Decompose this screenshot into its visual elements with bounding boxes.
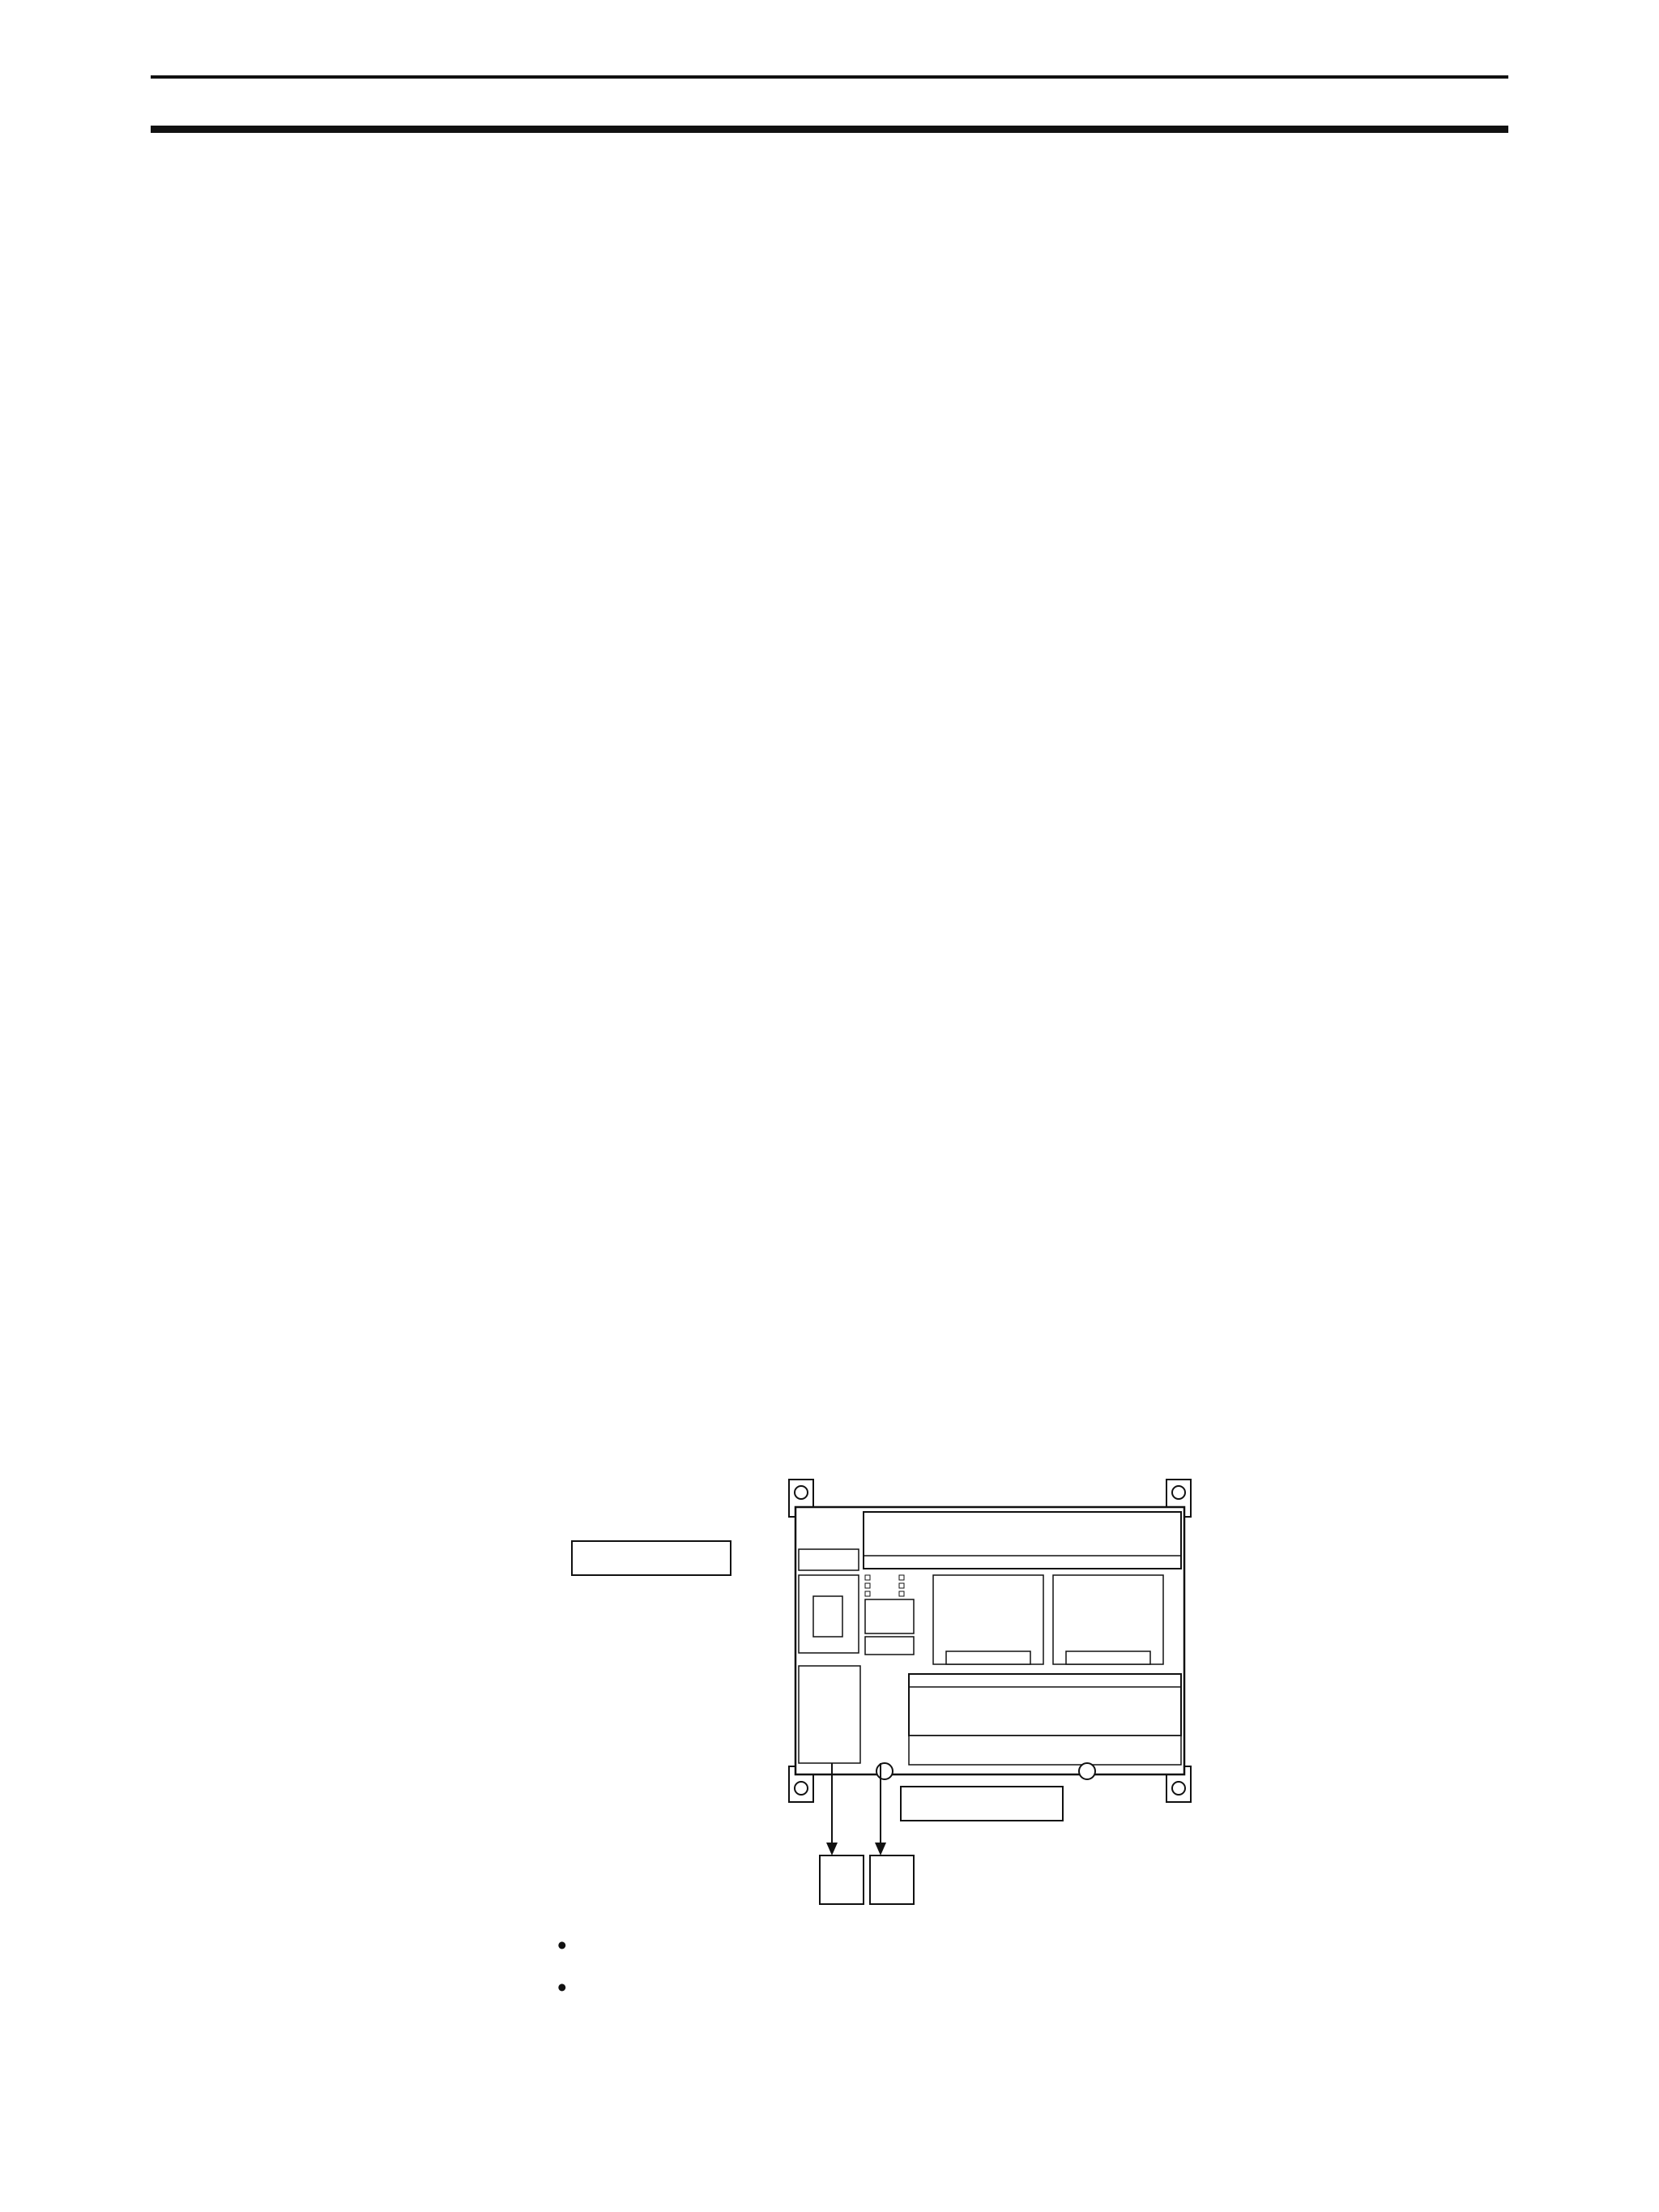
seven-segment-display — [865, 1599, 914, 1633]
inverter-box-1 — [820, 1855, 864, 1904]
plc-mount-hole — [795, 1486, 808, 1499]
input-terminal-block — [864, 1512, 1181, 1569]
analog-io-figure — [552, 1475, 1508, 1912]
plc-mount-hole — [1172, 1486, 1185, 1499]
header-rule-top — [151, 75, 1508, 79]
inverter-box-2 — [870, 1855, 914, 1904]
bullet-dot: • — [557, 1972, 567, 2002]
output-arrow-2 — [875, 1843, 886, 1855]
output-arrow-1 — [826, 1843, 838, 1855]
bullet-dot: • — [557, 1930, 567, 1960]
output-terminal-block — [909, 1674, 1181, 1736]
outputs-label-box — [901, 1787, 1063, 1821]
plc-mount-hole — [795, 1782, 808, 1795]
analog-terminal-block — [799, 1666, 860, 1763]
inputs-label-box — [572, 1541, 731, 1575]
battery-cover — [799, 1549, 859, 1570]
header-rule-bottom — [151, 126, 1508, 133]
memory-slot — [865, 1637, 914, 1655]
plc-mount-hole — [1172, 1782, 1185, 1795]
plc-diagram — [552, 1475, 1508, 1912]
